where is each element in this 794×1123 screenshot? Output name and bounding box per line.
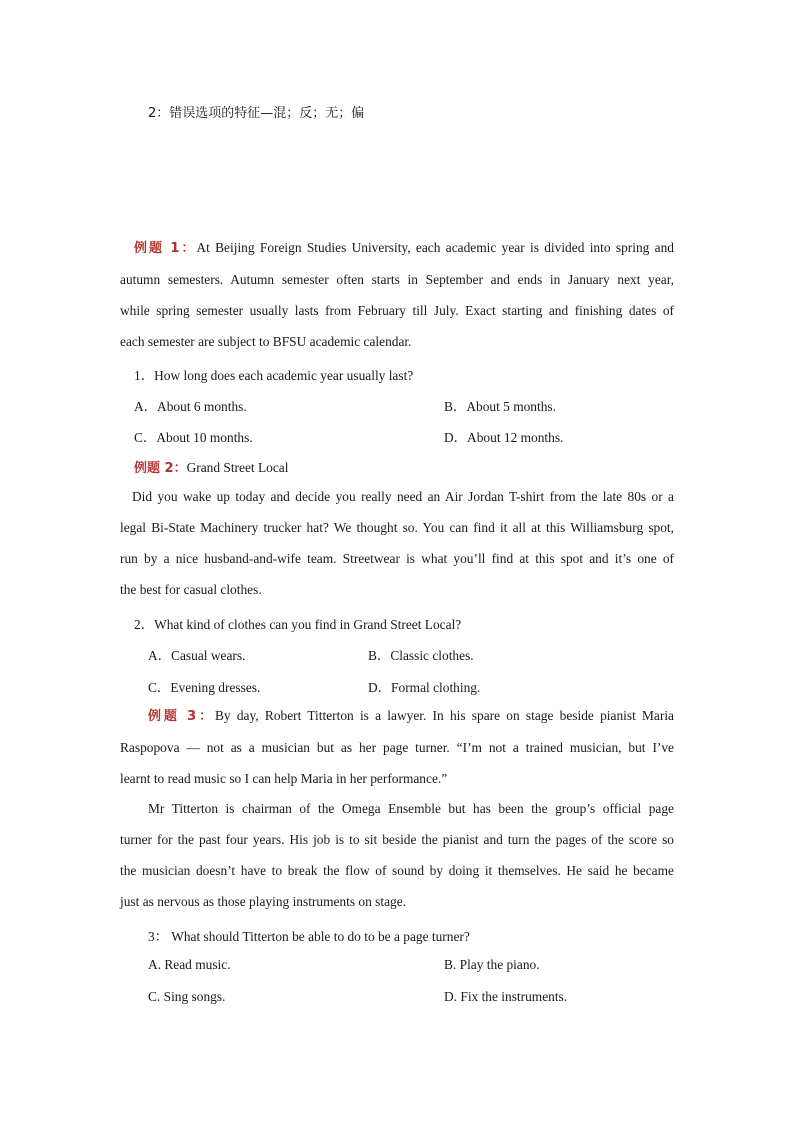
- question-1: 1．How long does each academic year usually last?: [134, 368, 414, 383]
- question-3-option-d: D. Fix the instruments.: [444, 989, 568, 1004]
- example-2-line-2: legal Bi-State Machinery trucker hat? We thought so. You can find it all at this Williamsburg spot,: [120, 520, 674, 535]
- example-2-line-3: run by a nice husband-and-wife team. Streetwear is what you’ll find at this spot and it’s one of: [120, 551, 674, 566]
- example-1-passage: [120, 232, 674, 357]
- example-3-p1-line-1: By day, Robert Titterton is a lawyer. In his spare on stage beside pianist Maria: [215, 708, 674, 723]
- example-2-line-4: the best for casual clothes.: [120, 582, 262, 597]
- example-2-line-1: Did you wake up today and decide you really need an Air Jordan T-shirt from the late 80s or a: [132, 489, 674, 504]
- question-1-option-d: D．About 12 months.: [444, 430, 564, 445]
- example-2-label: 例题 2：: [134, 461, 187, 476]
- example-3-p2-line-1: Mr Titterton is chairman of the Omega Ensemble but has been the group’s official page: [148, 801, 674, 816]
- example-3-p2-line-4: just as nervous as those playing instruments on stage.: [120, 894, 407, 909]
- question-1-option-a: A．About 6 months.: [134, 399, 247, 414]
- question-3-option-a: A. Read music.: [148, 957, 231, 972]
- example-1-line-3: while spring semester usually lasts from February till July. Exact starting and finishing dates of: [120, 303, 674, 318]
- example-1-line-2: autumn semesters. Autumn semester often starts in September and ends in January next year,: [120, 272, 674, 287]
- question-3-option-b: B. Play the piano.: [444, 957, 540, 972]
- example-3-passage-1: [120, 700, 674, 794]
- question-2: 2．What kind of clothes can you find in Grand Street Local?: [134, 617, 462, 632]
- question-2-option-b: B．Classic clothes.: [368, 648, 474, 663]
- example-2-title: Grand Street Local: [186, 460, 289, 475]
- question-2-option-d: D．Formal clothing.: [368, 680, 481, 695]
- question-3: 3： What should Titterton be able to do to be a page turner?: [148, 929, 470, 944]
- example-1-line-4: each semester are subject to BFSU academic calendar.: [120, 334, 412, 349]
- example-2-passage: [120, 481, 674, 605]
- example-3-passage-2: [120, 793, 674, 917]
- header-note: 2：错误选项的特征—混；反；无；偏: [148, 106, 365, 121]
- question-2-option-a: A．Casual wears.: [148, 648, 246, 663]
- example-1-label: 例题 1：: [134, 241, 197, 256]
- question-1-option-b: B．About 5 months.: [444, 399, 556, 414]
- example-3-p2-line-2: turner for the past four years. His job is to sit beside the pianist and turn the pages of the score so: [120, 832, 674, 847]
- example-3-p1-line-2: Raspopova — not as a musician but as her page turner. “I’m not a trained musician, but I’ve: [120, 740, 674, 755]
- example-1-line-1: At Beijing Foreign Studies University, each academic year is divided into spring and: [196, 240, 674, 255]
- example-3-label: 例题 3：: [148, 709, 215, 724]
- example-3-p1-line-3: learnt to read music so I can help Maria in her performance.”: [120, 771, 448, 786]
- question-2-option-c: C．Evening dresses.: [148, 680, 261, 695]
- question-3-option-c: C. Sing songs.: [148, 989, 226, 1004]
- example-3-p2-line-3: the musician doesn’t have to break the flow of sound by doing it themselves. He said he became: [120, 863, 674, 878]
- example-2-heading: [134, 457, 288, 476]
- question-1-option-c: C．About 10 months.: [134, 430, 253, 445]
